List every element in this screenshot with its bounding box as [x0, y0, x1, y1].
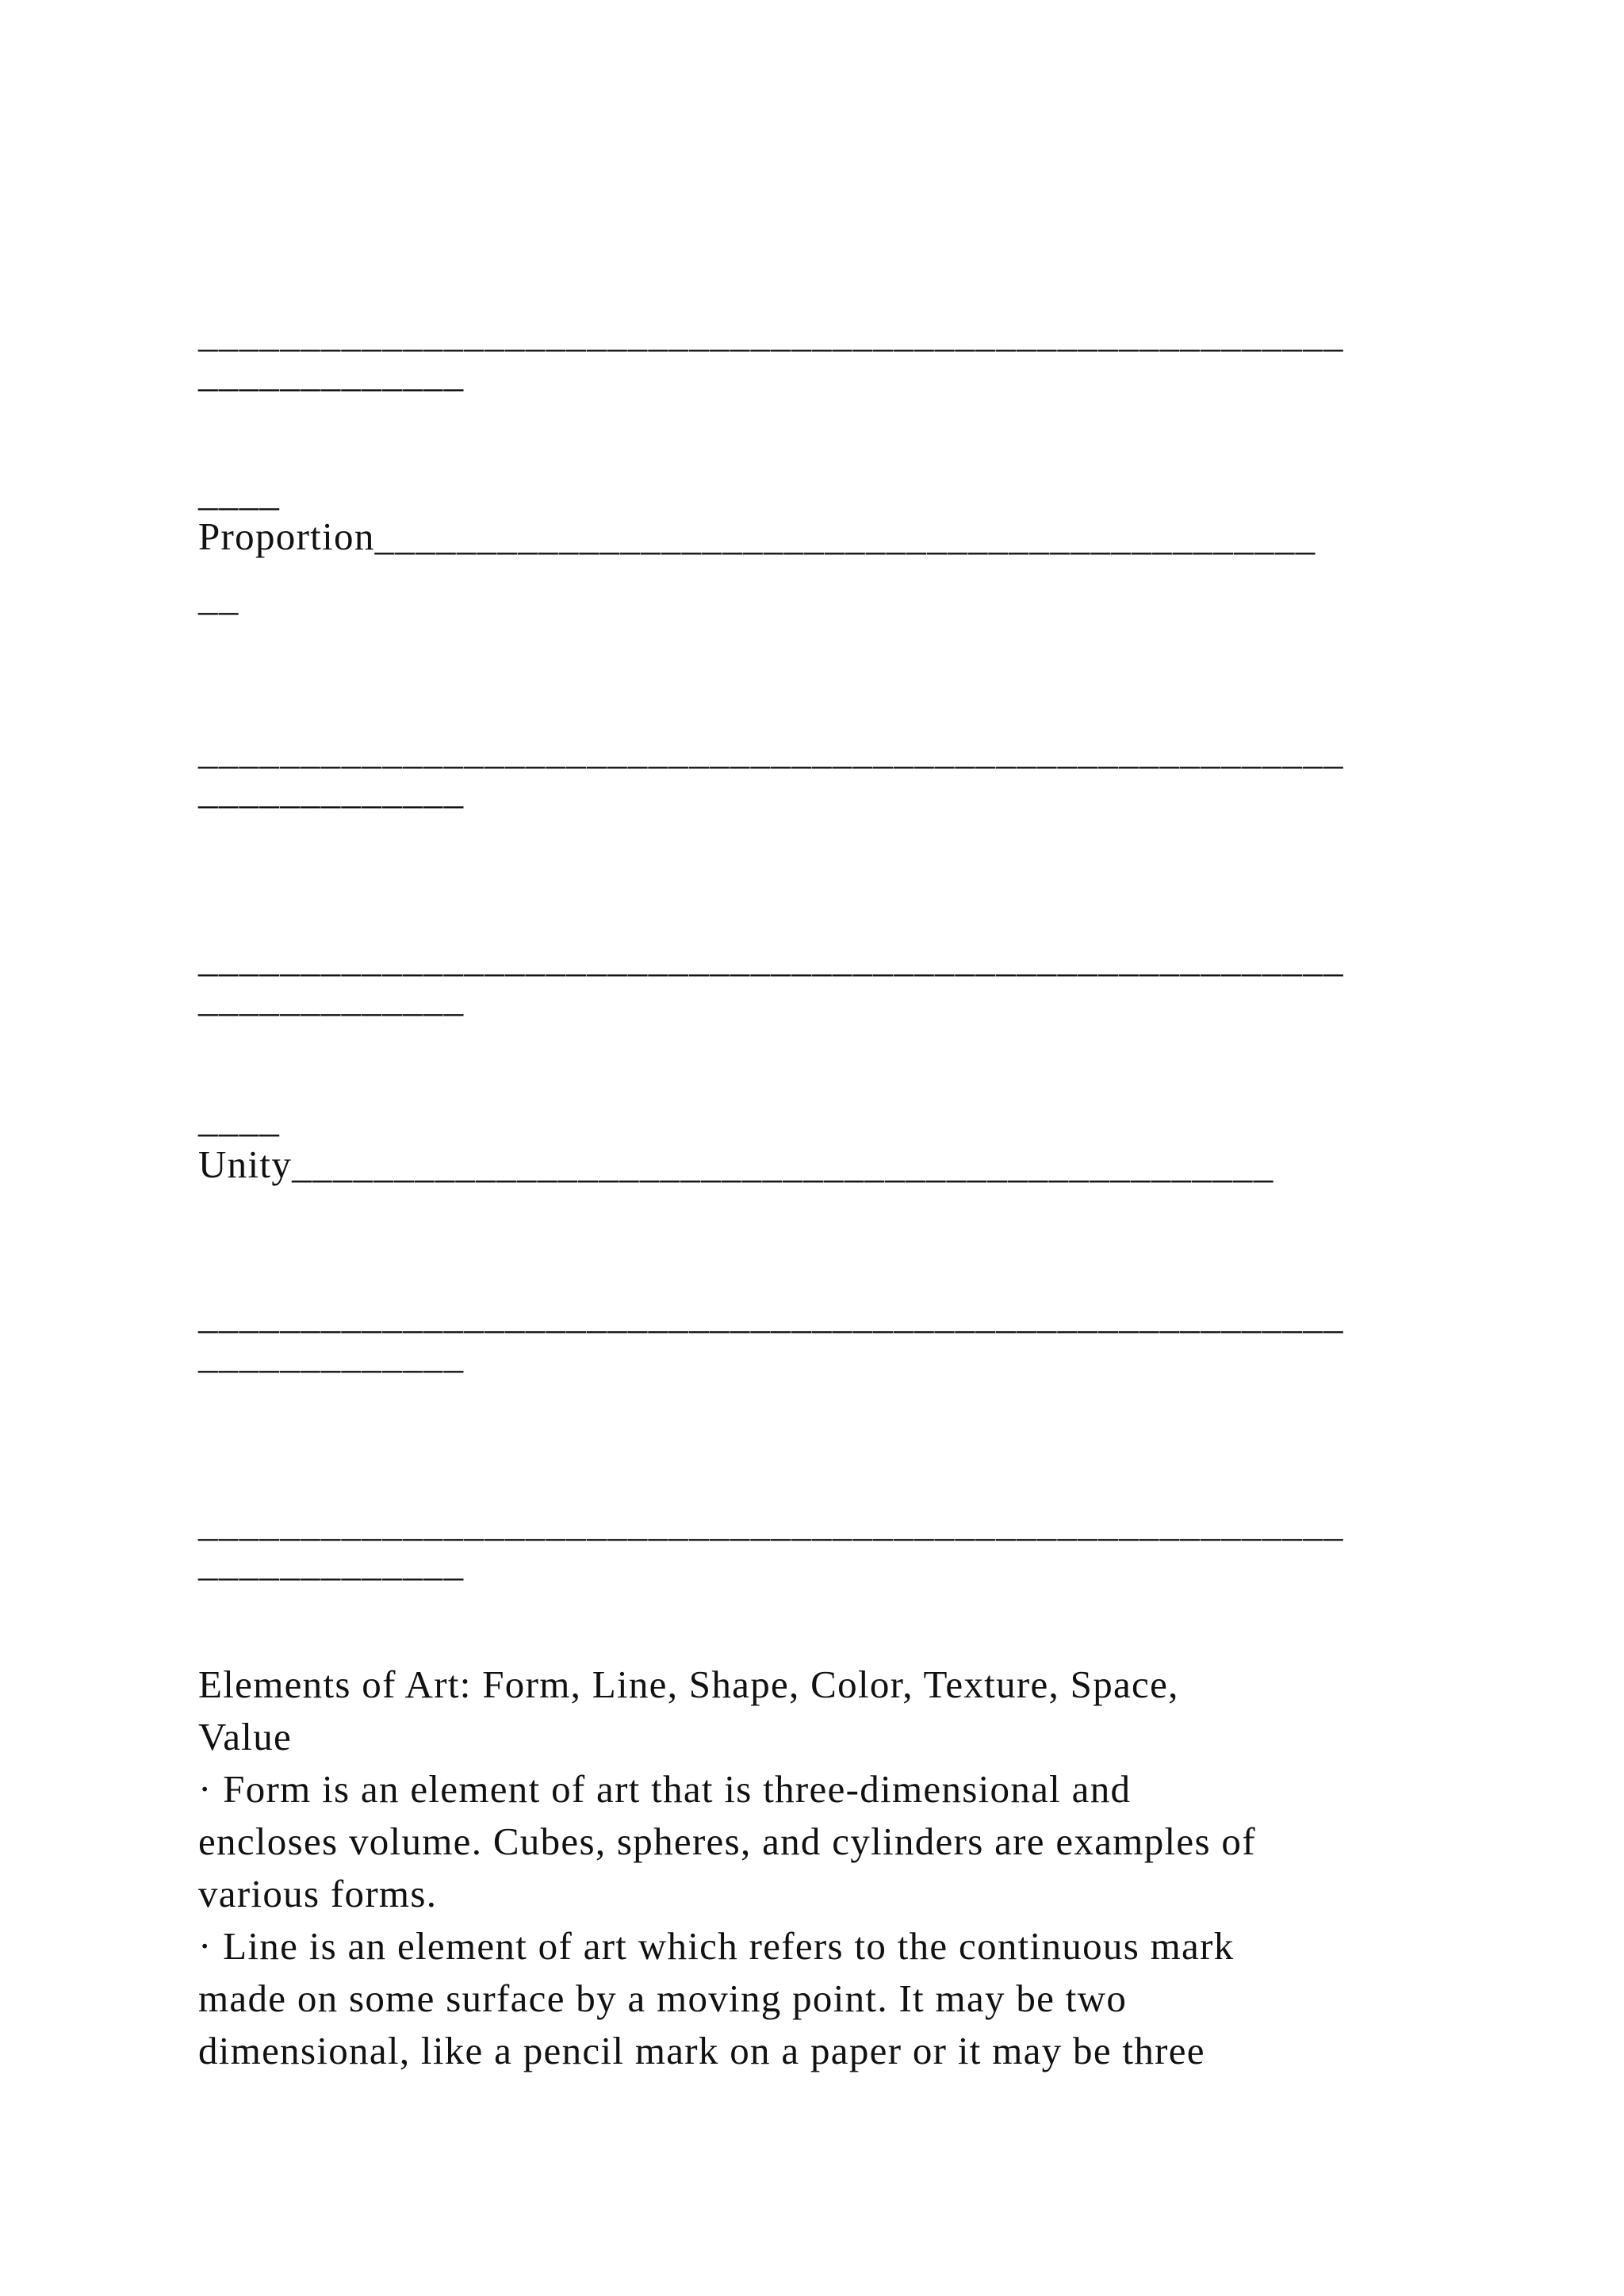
blank-answer-line: _____________	[198, 768, 465, 812]
blank-answer-line: ____	[198, 1096, 281, 1140]
unity-prompt: Unity________________________________________________	[198, 1142, 1274, 1186]
elements-heading: Elements of Art: Form, Line, Shape, Color, Texture, Space,	[198, 1663, 1179, 1706]
body-text-line: made on some surface by a moving point. It may be two	[198, 1976, 1128, 2020]
body-text-line: · Form is an element of art that is three-dimensional and	[198, 1767, 1132, 1811]
elements-heading: Value	[198, 1715, 293, 1758]
blank-answer-line: ________________________________________________________	[198, 1501, 1344, 1544]
body-text-line: various forms.	[198, 1872, 438, 1915]
body-text-line: · Line is an element of art which refers to the continuous mark	[198, 1924, 1235, 1968]
blank-answer-line: _____________	[198, 1540, 465, 1584]
blank-answer-line: ________________________________________________________	[198, 312, 1344, 355]
blank-answer-line: _____________	[198, 351, 465, 395]
proportion-prompt: Proportion______________________________________________	[198, 515, 1316, 558]
blank-answer-line: ____	[198, 470, 281, 514]
body-text-line: dimensional, like a pencil mark on a paper or it may be three	[198, 2029, 1205, 2072]
blank-answer-line: _____________	[198, 976, 465, 1020]
blank-answer-line: __	[198, 575, 239, 618]
blank-answer-line: _____________	[198, 1333, 465, 1376]
blank-answer-line: ________________________________________________________	[198, 729, 1344, 772]
body-text-line: encloses volume. Cubes, spheres, and cylinders are examples of	[198, 1820, 1256, 1863]
blank-answer-line: ________________________________________________________	[198, 936, 1344, 980]
blank-answer-line: ________________________________________________________	[198, 1293, 1344, 1337]
